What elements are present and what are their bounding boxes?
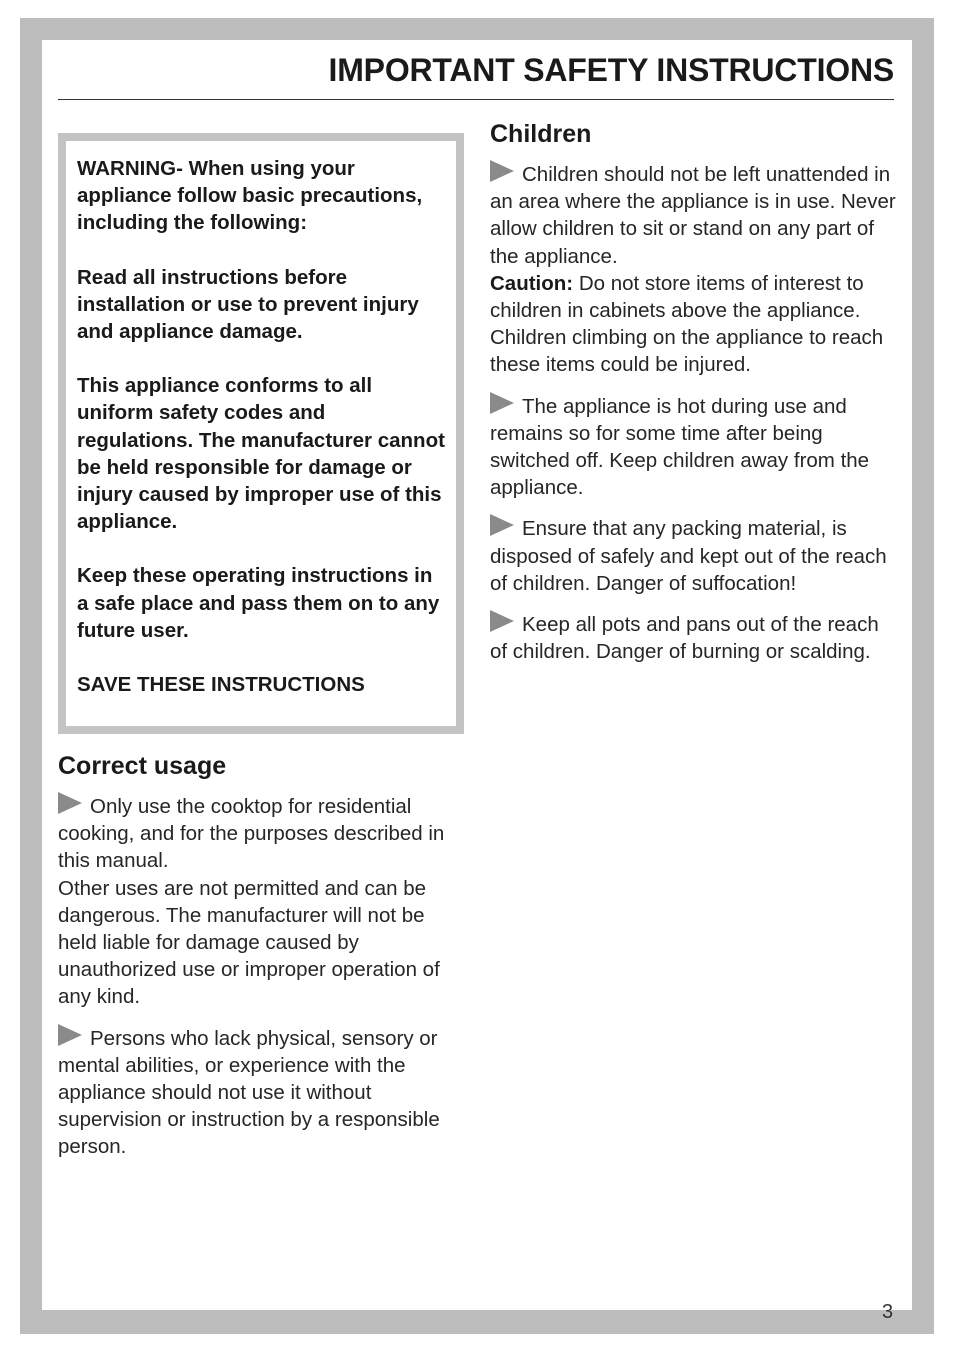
page-number: 3 — [882, 1301, 894, 1323]
warning-paragraph: WARNING- When using your appliance follow basic precautions, including the following: — [77, 157, 423, 235]
item-text: Only use the cooktop for residential cooking, and for the purposes described in this manual. — [58, 795, 445, 873]
item-text: Children should not be left unattended in an area where the appliance is in use. Never allow children to sit or stand on any part of the appliance. — [490, 163, 896, 268]
save-instructions-text: SAVE THESE INSTRUCTIONS — [77, 673, 365, 697]
warning-paragraph: This appliance conforms to all uniform safety codes and regulations. The manufacturer cannot be held responsible for damage or injury caused by improper use of this appliance. — [77, 374, 445, 534]
children-section — [490, 118, 900, 678]
item-text: Ensure that any packing material, is disposed of safely and kept out of the reach of children. Danger of suffocation! — [490, 517, 887, 595]
children-heading: Children — [490, 120, 592, 148]
item-text: Persons who lack physical, sensory or mental abilities, or experience with the appliance should not use it without supervision or instruction by a responsible person. — [58, 1026, 440, 1159]
item-text: Keep all pots and pans out of the reach of children. Danger of burning or scalding. — [490, 613, 879, 664]
caution-line — [490, 270, 900, 379]
list-item — [58, 792, 468, 1011]
warning-box-content — [66, 141, 456, 726]
caution-label: Caution: — [490, 271, 574, 295]
warning-paragraph: Keep these operating instructions in a safe place and pass them on to any future user. — [77, 564, 440, 642]
list-item — [58, 1024, 468, 1161]
caution-text: Do not store items of interest to children in cabinets above the appliance. Children climbing on the appliance to reach these items could be injured. — [490, 271, 884, 377]
triangle-arrow-icon — [58, 1024, 82, 1046]
list-item — [490, 514, 900, 597]
list-item — [490, 160, 900, 379]
page-title: IMPORTANT SAFETY INSTRUCTIONS — [328, 52, 894, 88]
correct-usage-section — [58, 750, 468, 1174]
triangle-arrow-icon — [490, 160, 514, 182]
list-item — [490, 610, 900, 665]
triangle-arrow-icon — [490, 514, 514, 536]
title-divider — [58, 99, 894, 100]
triangle-arrow-icon — [490, 392, 514, 414]
triangle-arrow-icon — [58, 792, 82, 814]
warning-box — [58, 133, 464, 734]
item-text: The appliance is hot during use and remains so for some time after being switched off. Keep children away from the appliance. — [490, 394, 870, 500]
triangle-arrow-icon — [490, 610, 514, 632]
warning-paragraph: Read all instructions before installation or use to prevent injury and appliance damage. — [77, 265, 419, 344]
correct-usage-heading: Correct usage — [58, 752, 227, 780]
item-continuation: Other uses are not permitted and can be dangerous. The manufacturer will not be held liable for damage caused by unauthorized use or improper operation of any kind. — [58, 876, 440, 1009]
list-item — [490, 392, 900, 502]
